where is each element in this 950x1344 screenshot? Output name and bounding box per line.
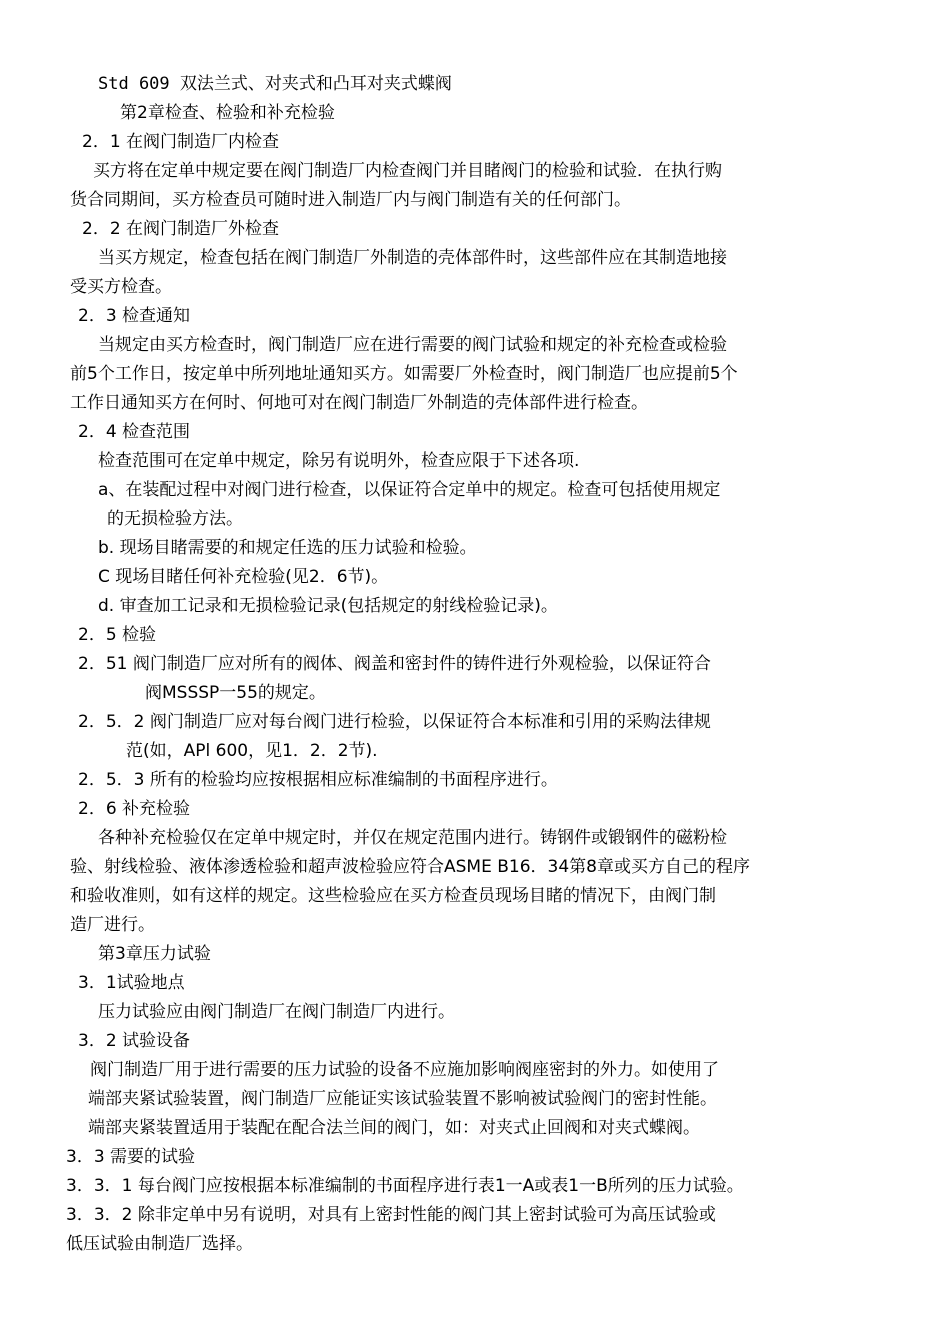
chapter-heading: 第2章检查、检验和补充检验	[120, 103, 335, 123]
subsection-line: 2．51 阀门制造厂应对所有的阀体、阀盖和密封件的铸件进行外观检验，以保证符合	[78, 654, 711, 674]
paragraph-line: 当买方规定，检查包括在阀门制造厂外制造的壳体部件时，这些部件应在其制造地接	[98, 248, 727, 268]
list-item-continuation: 的无损检验方法。	[107, 509, 243, 529]
paragraph-line: 验、射线检验、液体渗透检验和超声波检验应符合ASME B16．34第8章或买方自己的程序	[70, 857, 750, 877]
paragraph-line: 和验收准则，如有这样的规定。这些检验应在买方检查员现场目睹的情况下，由阀门制	[70, 886, 716, 906]
section-heading: 2．6 补充检验	[78, 799, 191, 819]
paragraph-line: 前5个工作日，按定单中所列地址通知买方。如需要厂外检查时，阀门制造厂也应提前5个	[70, 364, 738, 384]
paragraph-line: 阀门制造厂用于进行需要的压力试验的设备不应施加影响阀座密封的外力。如使用了	[90, 1060, 719, 1080]
section-heading: 3．1试验地点	[78, 973, 185, 993]
paragraph-line: 工作日通知买方在何时、何地可对在阀门制造厂外制造的壳体部件进行检查。	[70, 393, 648, 413]
paragraph-line: 受买方检查。	[70, 277, 172, 297]
paragraph-line: 端部夹紧装置适用于装配在配合法兰间的阀门，如：对夹式止回阀和对夹式蝶阀。	[88, 1118, 700, 1138]
section-heading: 3．3 需要的试验	[66, 1147, 196, 1167]
subsection-continuation: 范(如，APl 600，见1．2．2节).	[126, 741, 378, 761]
paragraph-line: 买方将在定单中规定要在阀门制造厂内检查阀门并目睹阀门的检验和试验．在执行购	[93, 161, 722, 181]
paragraph-line: 货合同期间，买方检查员可随时进入制造厂内与阀门制造有关的任何部门。	[70, 190, 631, 210]
subsection-line: 3．3．2 除非定单中另有说明，对具有上密封性能的阀门其上密封试验可为高压试验或	[66, 1205, 716, 1225]
paragraph-line: 各种补充检验仅在定单中规定时，并仅在规定范围内进行。铸钢件或锻钢件的磁粉检	[98, 828, 727, 848]
section-heading: 2．5 检验	[78, 625, 157, 645]
paragraph-line: 压力试验应由阀门制造厂在阀门制造厂内进行。	[98, 1002, 455, 1022]
paragraph-line: 当规定由买方检查时，阀门制造厂应在进行需要的阀门试验和规定的补充检查或检验	[98, 335, 727, 355]
list-item: a、在装配过程中对阀门进行检查，以保证符合定单中的规定。检查可包括使用规定	[98, 480, 721, 500]
subsection-line: 3．3．1 每台阀门应按根据本标准编制的书面程序进行表1一A或表1一B所列的压力试验。	[66, 1176, 744, 1196]
section-heading: 2．3 检查通知	[78, 306, 191, 326]
paragraph-line: 端部夹紧试验装置，阀门制造厂应能证实该试验装置不影响被试验阀门的密封性能。	[88, 1089, 717, 1109]
section-heading: 3．2 试验设备	[78, 1031, 191, 1051]
section-heading: 2．2 在阀门制造厂外检查	[82, 219, 280, 239]
section-heading: 2．1 在阀门制造厂内检查	[82, 132, 280, 152]
subsection-line: 2．5．3 所有的检验均应按根据相应标准编制的书面程序进行。	[78, 770, 558, 790]
section-heading: 2．4 检查范围	[78, 422, 191, 442]
paragraph-line: 检查范围可在定单中规定，除另有说明外，检查应限于下述各项.	[98, 451, 580, 471]
chapter-heading: 第3章压力试验	[98, 944, 211, 964]
subsection-continuation: 阀MSSSP一55的规定。	[145, 683, 326, 703]
document-title: Std 609 双法兰式、对夹式和凸耳对夹式蝶阀	[98, 74, 452, 94]
subsection-continuation: 低压试验由制造厂选择。	[66, 1234, 253, 1254]
subsection-line: 2．5．2 阀门制造厂应对每台阀门进行检验，以保证符合本标准和引用的采购法律规	[78, 712, 711, 732]
paragraph-line: 造厂进行。	[70, 915, 155, 935]
list-item: b. 现场目睹需要的和规定任选的压力试验和检验。	[98, 538, 477, 558]
list-item: C 现场目睹任何补充检验(见2．6节)。	[98, 567, 389, 587]
list-item: d. 审查加工记录和无损检验记录(包括规定的射线检验记录)。	[98, 596, 558, 616]
